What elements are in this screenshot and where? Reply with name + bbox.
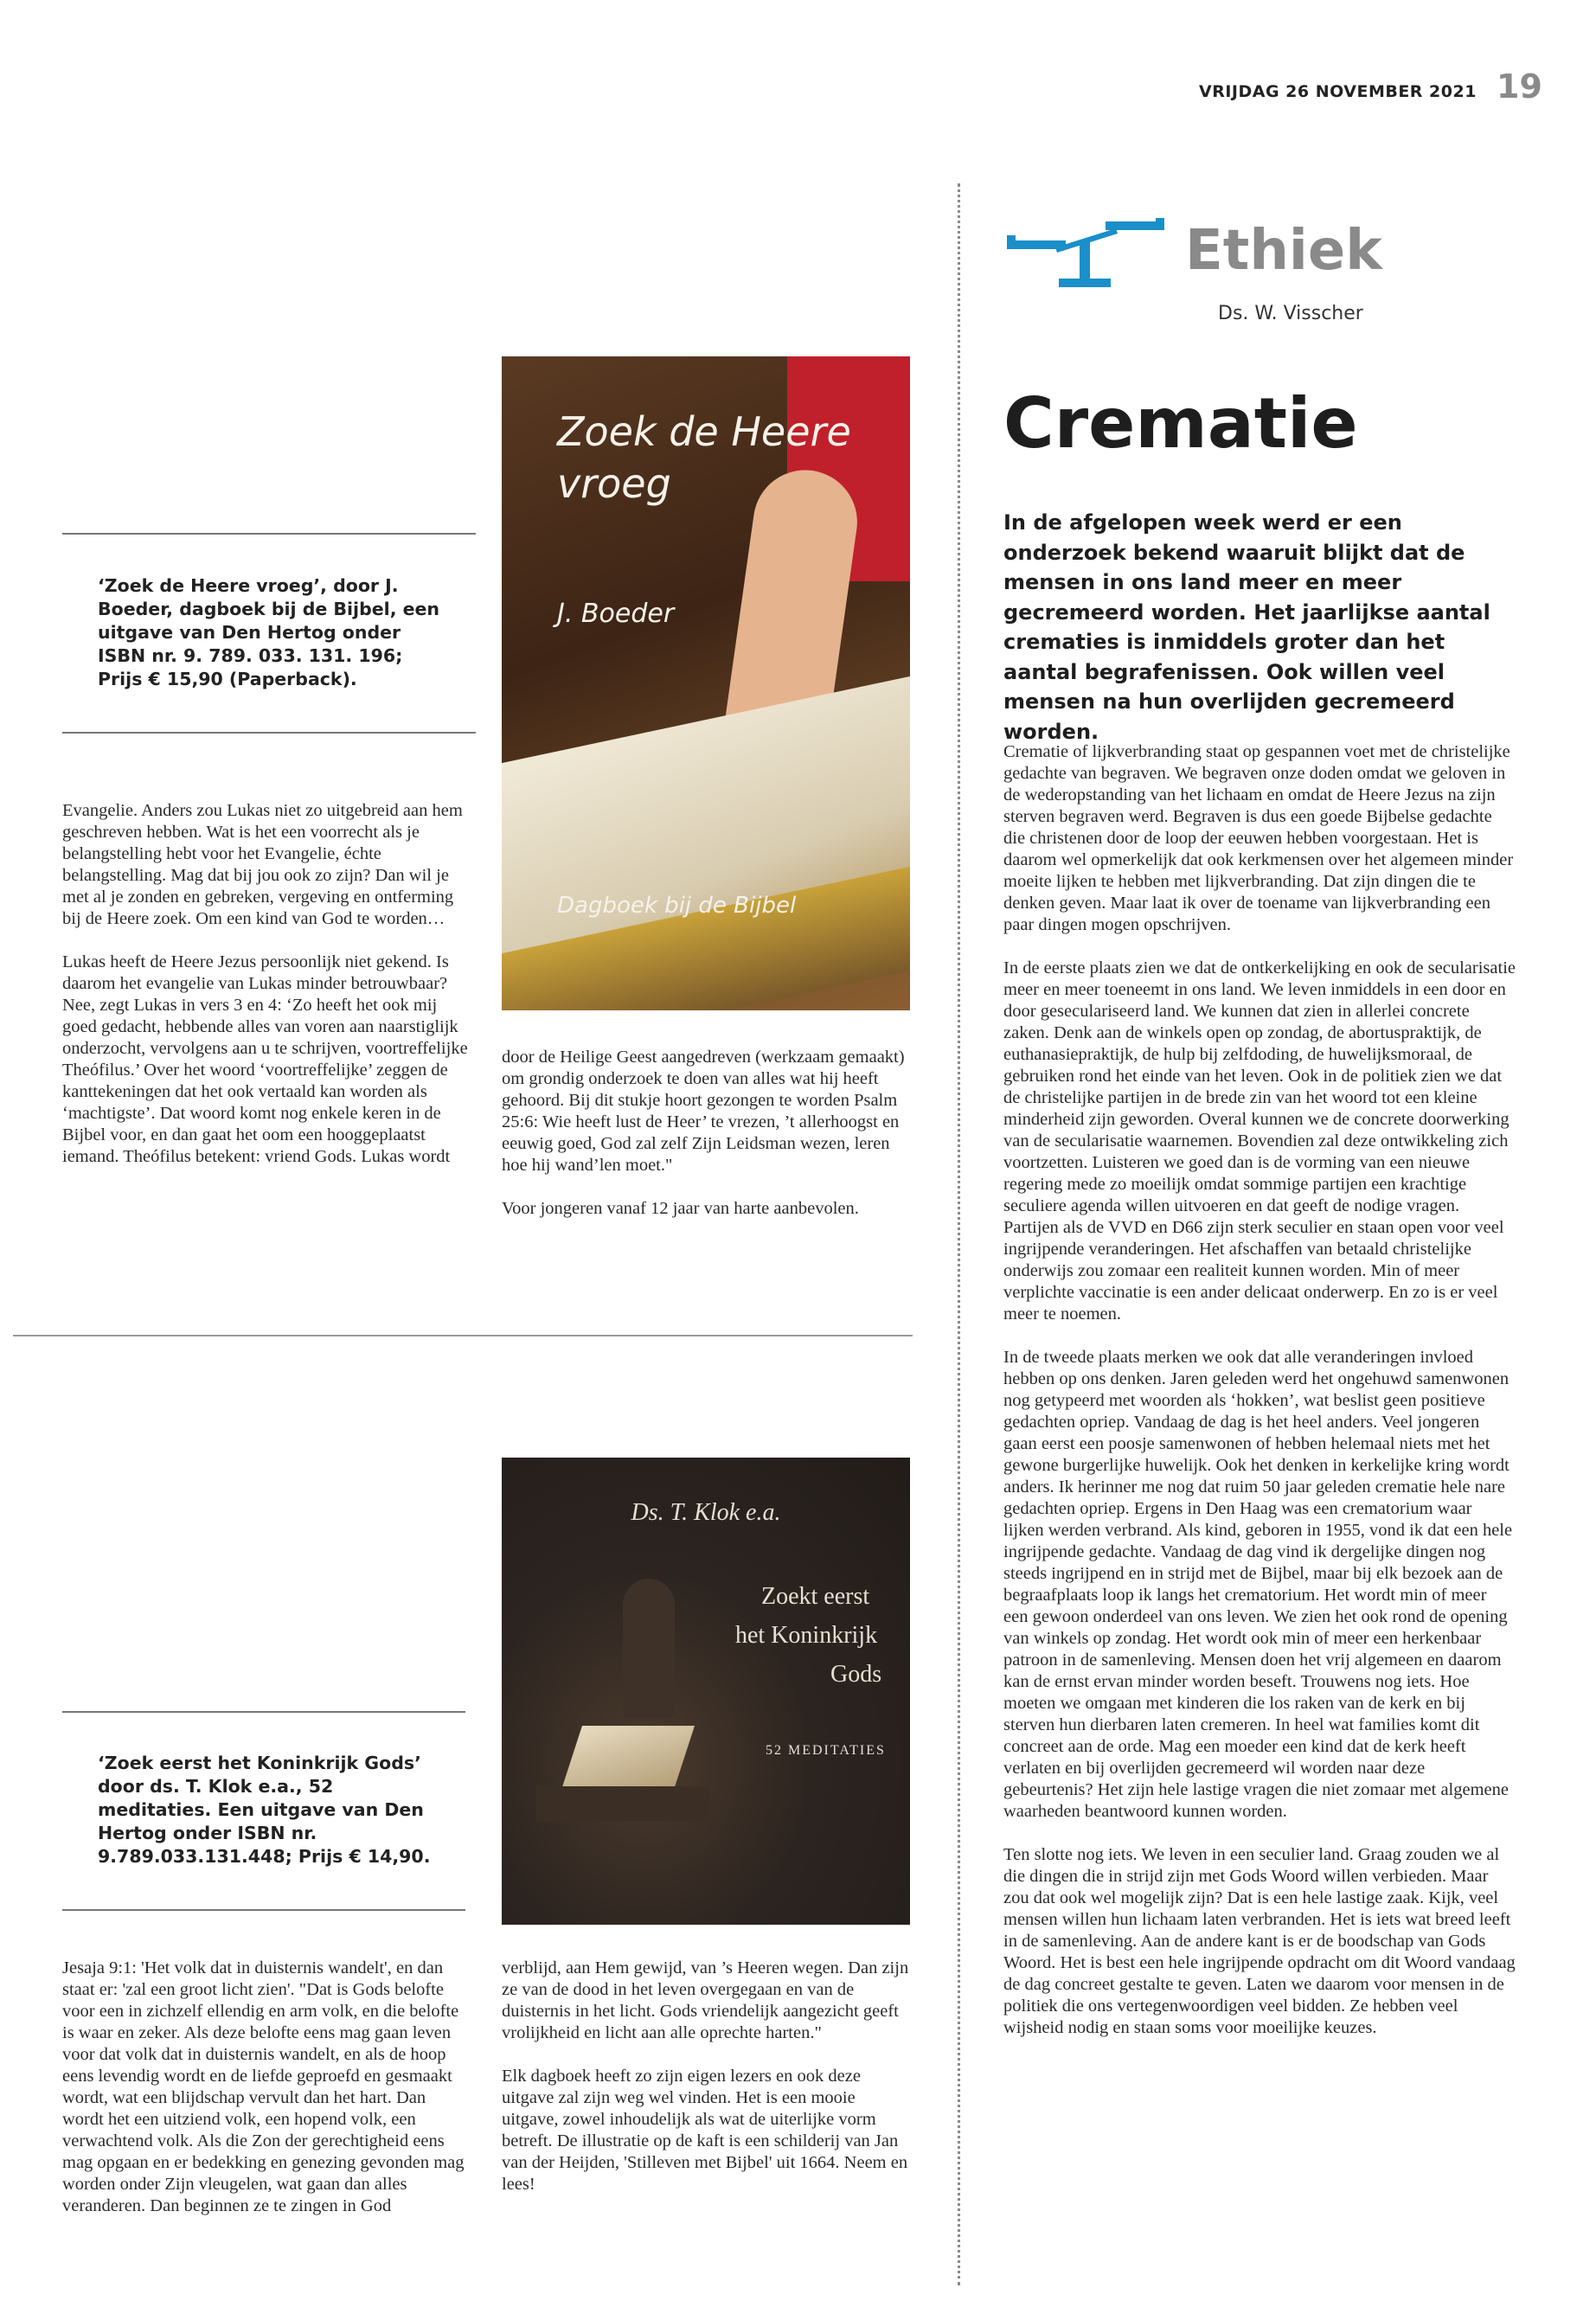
review1-column-right bbox=[502, 1047, 910, 1241]
cover-title-line1: Zoek de Heere bbox=[557, 408, 851, 455]
cover2-title-line2: het Koninkrijk bbox=[735, 1622, 878, 1649]
scales-icon bbox=[1003, 216, 1168, 294]
article-body bbox=[1003, 741, 1516, 2061]
page-date: VRIJDAG 26 NOVEMBER 2021 bbox=[1199, 82, 1477, 101]
article-paragraph: In de eerste plaats zien we dat de ontkerkelijking en ook de secularisatie meer en meer toeneemt in ons land. We leven inmiddels in een door en door geseculariseerd land. We kunnen dat zien in allerlei concrete zaken. Denk aan de winkels open op zondag, de abortuspraktijk, de euthanasiepraktijk, de hulp bij zelfdoding, de huwelijksmoraal, de gebruiken rond het einde van het leven. Ook in de politiek zien we dat de christelijke partijen in de brede zin van het woord tot een kleine minderheid zijn geworden. Overal kunnen we de concrete doorwerking van de secularisatie waarnemen. Bovendien zal deze ontwikkeling zich voortzetten. Luisteren we goed dan is de vorming van een nieuwe regering mede zo moeilijk omdat sommige partijen een krachtige seculiere agenda willen uitvoeren en dat geeft de nodige vragen. Partijen als de VVD en D66 zijn sterk seculier en staan open voor veel ingrijpende veranderingen. Het afschaffen van betaald christelijke onderwijs zou zomaar een realiteit kunnen worden. Min of meer verplichte vaccinatie is een ander delicaat onderwerp. En zo is er veel meer te noemen. bbox=[1003, 958, 1516, 1324]
review-paragraph: Elk dagboek heeft zo zijn eigen lezers en ook deze uitgave zal zijn weg wel vinden. Het is een mooie uitgave, zowel inhoudelijk als wat de uiterlijke vorm betreft. De illustratie op de kaft is een schilderij van Jan van der Heijden, 'Stilleven met Bijbel' uit 1664. Neem en lees! bbox=[502, 2067, 908, 2194]
cover2-subtitle: 52 MEDITATIES bbox=[766, 1743, 886, 1758]
section-divider bbox=[13, 1335, 913, 1336]
book-caption: ‘Zoek de Heere vroeg’, door J. Boeder, dagboek bij de Bijbel, een uitgave van Den Hertog onder ISBN nr. 9. 789. 033. 131. 196; Prijs € 15,90 (Paperback). bbox=[98, 575, 440, 689]
cover2-author: Ds. T. Klok e.a. bbox=[631, 1499, 781, 1526]
article-paragraph: Ten slotte nog iets. We leven in een seculier land. Graag zouden we al die dingen die in strijd zijn met Gods Woord willen verbieden. Maar zou dat ook wel mogelijk zijn? Dat is een hele lastige zaak. Kijk, veel mensen willen hun lichaam laten verbranden. Het is iets wat breed leeft in de samenleving. Aan de andere kant is er de boodschap van Gods Woord. Het is best een hele ingrijpende opdracht om dit Woord vandaag de dag concreet gestalte te geven. Laten we daarom voor mensen in de politiek die ons vertegenwoordigen veel bidden. Ze hebben veel wijsheid nodig en staan soms voor moeilijke keuzes. bbox=[1003, 1845, 1516, 2037]
cover-subtitle: Dagboek bij de Bijbel bbox=[557, 893, 797, 919]
review-paragraph: Evangelie. Anders zou Lukas niet zo uitgebreid aan hem geschreven hebben. Wat is het een voorrecht als je belangstelling hebt voor het Evangelie, échte belangstelling. Mag dat bij jou ook zo zijn? Dan wil je met al je zonden en gebreken, vergeving en ontferming bij de Heere zoek. Om een kind van God te worden… bbox=[62, 801, 463, 928]
article-paragraph: Crematie of lijkverbranding staat op gespannen voet met de christelijke gedachte van begraven. We begraven onze doden omdat we geloven in de wederopstanding van het lichaam en omdat de Heere Jezus na zijn sterven begraven werd. Begraven is dus een goede Bijbelse gedachte die christenen door de loop der eeuwen hebben voorgestaan. Het is daarom wel opmerkelijk dat ook kerkmensen over het algemeen minder moeite lijken te hebben met lijkverbranding. Dat zijn dingen die te denken geven. Maar laat ik over de toename van lijkverbranding een paar dingen mogen opschrijven. bbox=[1003, 742, 1514, 934]
review2-column-left bbox=[62, 1958, 469, 2239]
review1-column-left bbox=[62, 800, 469, 1189]
review-paragraph: Voor jongeren vanaf 12 jaar van harte aanbevolen. bbox=[502, 1199, 859, 1218]
review-paragraph: verblijd, aan Hem gewijd, van ’s Heeren wegen. Dan zijn ze van de dood in het leven overgegaan en van de duisternis in het licht. Gods vriendelijk aangezicht geeft vrolijkheid en licht aan alle oprechte harten." bbox=[502, 1958, 909, 2042]
cover2-title-line3: Gods bbox=[830, 1661, 882, 1688]
book-cover-zoek-de-heere-vroeg bbox=[502, 356, 910, 1010]
review2-column-right bbox=[502, 1958, 910, 2217]
section-title: Ethiek bbox=[1185, 219, 1382, 283]
author-byline: Ds. W. Visscher bbox=[1218, 303, 1363, 324]
page-number: 19 bbox=[1497, 67, 1542, 106]
caption-divider-bottom bbox=[62, 1909, 465, 1911]
review-paragraph: Lukas heeft de Heere Jezus persoonlijk niet gekend. Is daarom het evangelie van Lukas minder betrouwbaar? Nee, zegt Lukas in vers 3 en 4: ‘Zo heeft het ook mij goed gedacht, hebbende alles van voren aan naarstiglijk onderzocht, vervolgens aan u te schrijven, voortreffelijke Theófilus.’ Over het woord ‘voortreffelijke’ zeggen de kanttekeningen dat het ook vertaald kan worden als ‘machtigste’. Dat woord komt nog enkele keren in de Bijbel voor, en dan gaat het oom een hooggeplaatst iemand. Theófilus betekent: vriend Gods. Lukas wordt bbox=[62, 952, 468, 1166]
review-paragraph: door de Heilige Geest aangedreven (werkzaam gemaakt) om grondig onderzoek te doen van alles wat hij heeft gehoord. Bij dit stukje hoort gezongen te worden Psalm 25:6: Wie heeft lust de Heer’ te vrezen, ’t allerhoogst en eeuwig goed, God zal zelf Zijn Leidsman wezen, leren hoe hij wand’len moet." bbox=[502, 1048, 905, 1175]
caption-divider-top bbox=[62, 1711, 465, 1713]
column-separator bbox=[958, 183, 960, 2285]
cover-author: J. Boeder bbox=[557, 599, 675, 629]
caption-divider-bottom bbox=[62, 732, 476, 734]
review-paragraph: Jesaja 9:1: 'Het volk dat in duisternis wandelt', en dan staat er: 'zal een groot licht zien'. "Dat is Gods belofte voor een in zichzelf ellendig en arm volk, en die belofte is waar en zeker. Als deze belofte eens mag gaan leven voor dat volk dat in duisternis wandelt, en als de hoop eens levendig wordt en de liefde geproefd en gesmaakt wordt, wat een blijdschap vervult dan het hart. Dan wordt het een uitziend volk, een hopend volk, een verwachtend volk. Als die Zon der gerechtigheid eens mag opgaan en er bedekking en genezing gevonden mag worden onder Zijn vleugelen, wat gaan dan alles veranderen. Dan beginnen ze te zingen in God bbox=[62, 1958, 465, 2215]
caption-divider-top bbox=[62, 533, 476, 535]
cover2-title-line1: Zoekt eerst bbox=[761, 1583, 870, 1610]
book-cover-zoekt-eerst-het-koninkrijk bbox=[502, 1458, 910, 1925]
cover-title-line2: vroeg bbox=[557, 460, 671, 507]
article-headline: Crematie bbox=[1003, 383, 1358, 464]
article-lead: In de afgelopen week werd er een onderzoek bekend waaruit blijkt dat de mensen in ons land meer en meer gecremeerd worden. Het jaarlijkse aantal crematies is inmiddels groter dan het aantal begrafenissen. Ook willen veel mensen na hun overlijden gecremeerd worden. bbox=[1003, 510, 1490, 744]
section-logo bbox=[1003, 216, 1557, 294]
book-caption: ‘Zoek eerst het Koninkrijk Gods’ door ds. T. Klok e.a., 52 meditaties. Een uitgave van Den Hertog onder ISBN nr. 9.789.033.131.448; Prijs € 14,90. bbox=[98, 1753, 431, 1867]
article-paragraph: In de tweede plaats merken we ook dat alle veranderingen invloed hebben op ons denken. Jaren geleden werd het ongehuwd samenwonen nog getypeerd met woorden als ‘hokken’, wat beslist geen positieve gedachten opriep. Vandaag de dag is het heel anders. Veel jongeren gaan eerst een poosje samenwonen of hebben helemaal niets met het gewone burgerlijke huwelijk. Ook het denken in kerkelijke kring wordt anders. Ik herinner me nog dat ruim 50 jaar geleden crematie hele nare gedachten opriep. Ergens in Den Haag was een crematorium waar lijken werden verbrand. Als kind, geboren in 1955, vond ik dat een hele ingrijpende gedachte. Vandaag de dag vind ik dergelijke dingen nog steeds ingrijpend en in strijd met de Bijbel, maar bij elk bezoek aan de begraafplaats loop ik langs het crematorium. Het wordt min of meer een gewoon onderdeel van ons leven. We zien het ook rond de opening van winkels op zondag. Het wordt ook min of meer een herkenbaar patroon in de samenleving. Mensen doen het vrij algemeen en daarom kan de ernst ervan minder worden beseft. Trouwens nog iets. Hoe moeten we omgaan met kinderen die los raken van de kerk en bij sterven hun dierbaren laten cremeren. In heel wat families komt dit concreet aan de orde. Mag een moeder een kind dat de kerk heeft verlaten en bij overlijden gecremeerd wil worden naar deze gebeurtenis? Het zijn hele lastige vragen die niet zomaar met algemene waarheden beantwoord kunnen worden. bbox=[1003, 1348, 1513, 1821]
